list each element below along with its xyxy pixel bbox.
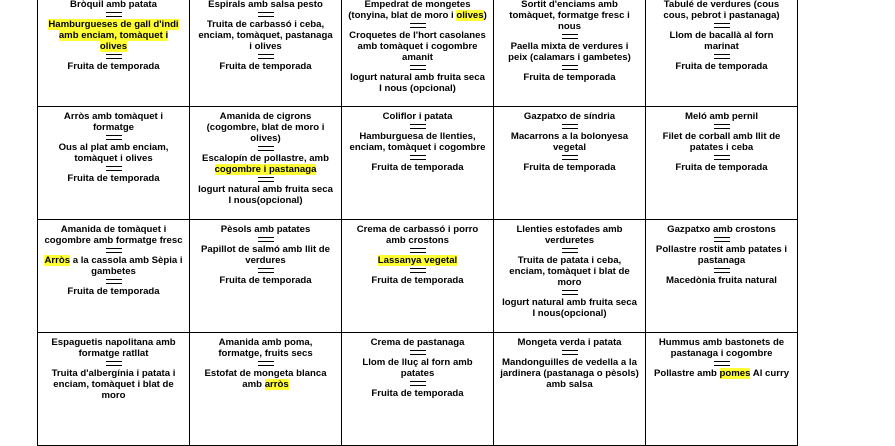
course-separator (258, 361, 274, 366)
dish-text: Pollastre rostit amb patates i pastanaga (655, 244, 788, 266)
dish-text: Mandonguilles de vedella a la jardinera (pastanaga o pèsols) amb salsa (500, 357, 639, 390)
day-cell (342, 107, 494, 220)
dish-name (44, 19, 183, 52)
highlighted-text: Hamburgueses de gall d'indi amb enciam, tomàquet i olives (48, 19, 179, 52)
dish-name (348, 162, 487, 173)
day-cell (494, 107, 646, 220)
course-separator (106, 248, 122, 253)
dish-text: Fruita de temporada (371, 388, 464, 399)
dish-text: Ous al plat amb enciam, tomàquet i olives (58, 142, 169, 164)
dish-text: Pollastre amb (653, 368, 720, 379)
highlighted-text: pomes (719, 368, 751, 379)
dish-name (196, 184, 335, 206)
dish-name (44, 368, 183, 401)
dish-text: Amanida de tomàquet i cogombre amb formatge fresc (44, 224, 183, 246)
dish-name (44, 337, 183, 359)
dish-name (348, 30, 487, 63)
day-cell (38, 107, 190, 220)
dish-name (44, 61, 183, 72)
dish-text: Macedònia fruita natural (666, 275, 777, 286)
dish-name (500, 162, 639, 173)
dish-text: Meló amb pernil (684, 111, 759, 122)
day-cell (190, 107, 342, 220)
dish-text: Fruita de temporada (219, 61, 312, 72)
dish-name (196, 19, 335, 52)
dish-text: Hummus amb bastonets de pastanaga i cogombre (658, 337, 785, 359)
course-separator (106, 361, 122, 366)
dish-text: Hamburguesa de llenties, enciam, tomàquet i cogombre (349, 131, 486, 153)
dish-text: Iogurt natural amb fruita seca I nous(opcional) (502, 297, 637, 319)
dish-text: Truita d'albergínia i patata i enciam, tomàquet i blat de moro (51, 368, 176, 401)
day-cell (38, 0, 190, 107)
course-separator (258, 12, 274, 17)
dish-text: Iogurt natural amb fruita seca I nous (opcional) (350, 72, 485, 94)
dish-name (196, 337, 335, 359)
dish-text: Llenties estofades amb verduretes (516, 224, 623, 246)
dish-name (348, 224, 487, 246)
day-cell (190, 0, 342, 107)
course-separator (714, 237, 730, 242)
dish-name (196, 368, 335, 390)
day-cell (342, 220, 494, 333)
course-separator (562, 155, 578, 160)
dish-name (652, 30, 791, 52)
dish-name (500, 255, 639, 288)
highlighted-text: olives (456, 10, 484, 21)
dish-text: Llom de bacallà al forn marinat (669, 30, 774, 52)
dish-text: Fruita de temporada (67, 286, 160, 297)
course-separator (258, 177, 274, 182)
dish-name (348, 0, 487, 21)
course-separator (562, 350, 578, 355)
course-separator (410, 65, 426, 70)
day-cell (190, 333, 342, 446)
dish-text: Papillot de salmó amb llit de verdures (200, 244, 330, 266)
dish-name (500, 224, 639, 246)
course-separator (258, 237, 274, 242)
weekly-menu-table (37, 0, 798, 446)
dish-name (196, 275, 335, 286)
dish-text: Fruita de temporada (67, 61, 160, 72)
dish-name (44, 173, 183, 184)
dish-name (500, 297, 639, 319)
dish-text: Empedrat de mongetes (tonyina, blat de moro i (348, 0, 471, 21)
dish-text: Iogurt natural amb fruita seca I nous(opcional) (198, 184, 333, 206)
dish-name (652, 111, 791, 122)
dish-text: Macarrons a la bolonyesa vegetal (510, 131, 629, 153)
dish-name (500, 337, 639, 348)
course-separator (714, 268, 730, 273)
dish-text: Tabulé de verdures (cous cous, pebrot i pastanaga) (663, 0, 780, 21)
dish-text: Arròs amb tomàquet i formatge (63, 111, 164, 133)
dish-name (348, 388, 487, 399)
day-cell (190, 220, 342, 333)
course-separator (410, 124, 426, 129)
week-row (38, 0, 798, 107)
dish-text: Bròquil amb patata (70, 0, 157, 10)
week-row (38, 107, 798, 220)
dish-name (652, 337, 791, 359)
course-separator (562, 124, 578, 129)
dish-text: Llom de lluç al forn amb patates (362, 357, 473, 379)
dish-text: Escalopín de pollastre, amb (202, 153, 329, 164)
dish-name (196, 111, 335, 144)
dish-text: Estofat de mongeta blanca amb (204, 368, 327, 390)
course-separator (258, 146, 274, 151)
dish-text: Truita de patata i ceba, enciam, tomàquet i blat de moro (509, 255, 630, 288)
dish-text: Amanida de cigrons (cogombre, blat de moro i olives) (206, 111, 325, 144)
course-separator (410, 248, 426, 253)
week-row (38, 220, 798, 333)
highlighted-text: Lassanya vegetal (377, 255, 458, 266)
dish-name (500, 41, 639, 63)
highlighted-text: Arròs (44, 255, 71, 266)
dish-name (348, 255, 487, 266)
dish-text: Gazpatxo de síndria (523, 111, 616, 122)
dish-name (196, 61, 335, 72)
dish-text: Fruita de temporada (675, 61, 768, 72)
dish-text: Fruita de temporada (523, 162, 616, 173)
day-cell (38, 220, 190, 333)
dish-name (44, 111, 183, 133)
course-separator (714, 54, 730, 59)
dish-text: Mongeta verda i patata (517, 337, 622, 348)
dish-name (348, 72, 487, 94)
dish-name (44, 142, 183, 164)
day-cell (494, 333, 646, 446)
dish-name (500, 111, 639, 122)
dish-name (652, 61, 791, 72)
dish-name (652, 131, 791, 153)
dish-text: Fruita de temporada (371, 275, 464, 286)
course-separator (714, 361, 730, 366)
dish-text: Fruita de temporada (219, 275, 312, 286)
dish-name (196, 244, 335, 266)
course-separator (106, 12, 122, 17)
day-cell (342, 0, 494, 107)
dish-name (348, 357, 487, 379)
course-separator (410, 381, 426, 386)
dish-text: a la cassola amb Sèpia i gambetes (70, 255, 183, 277)
dish-text: Croquetes de l'hort casolanes amb tomàquet i cogombre amanit (349, 30, 486, 63)
dish-name (44, 224, 183, 246)
highlighted-text: arròs (264, 379, 289, 390)
dish-text: Al curry (750, 368, 790, 379)
dish-name (500, 357, 639, 390)
course-separator (562, 290, 578, 295)
dish-name (500, 131, 639, 153)
dish-text: Filet de corball amb llit de patates i ceba (662, 131, 781, 153)
day-cell (646, 0, 798, 107)
course-separator (714, 23, 730, 28)
day-cell (646, 220, 798, 333)
course-separator (714, 124, 730, 129)
course-separator (410, 155, 426, 160)
dish-text: Sortit d'enciams amb tomàquet, formatge fresc i nous (509, 0, 630, 32)
day-cell (38, 333, 190, 446)
day-cell (646, 333, 798, 446)
dish-text: Crema de pastanaga (370, 337, 465, 348)
dish-name (44, 286, 183, 297)
dish-name (652, 224, 791, 235)
dish-name (348, 111, 487, 122)
dish-name (500, 72, 639, 83)
dish-text: Espirals amb salsa pesto (208, 0, 323, 10)
course-separator (258, 54, 274, 59)
day-cell (646, 107, 798, 220)
dish-name (196, 153, 335, 175)
dish-name (348, 131, 487, 153)
course-separator (562, 34, 578, 39)
dish-text: Pèsols amb patates (220, 224, 311, 235)
dish-name (196, 224, 335, 235)
course-separator (410, 23, 426, 28)
course-separator (106, 54, 122, 59)
dish-text: Fruita de temporada (67, 173, 160, 184)
dish-text: Amanida amb poma, formatge, fruits secs (218, 337, 313, 359)
course-separator (258, 268, 274, 273)
course-separator (714, 155, 730, 160)
week-row (38, 333, 798, 446)
dish-name (196, 0, 335, 10)
course-separator (410, 268, 426, 273)
dish-text: Fruita de temporada (371, 162, 464, 173)
dish-text: Coliflor i patata (382, 111, 453, 122)
dish-name (652, 275, 791, 286)
dish-text: Fruita de temporada (523, 72, 616, 83)
dish-text: Espaguetis napolitana amb formatge ratllat (51, 337, 176, 359)
dish-text: Fruita de temporada (675, 162, 768, 173)
dish-name (652, 162, 791, 173)
dish-name (348, 337, 487, 348)
dish-name (652, 368, 791, 379)
dish-name (348, 275, 487, 286)
dish-text: Gazpatxo amb crostons (667, 224, 776, 235)
course-separator (562, 65, 578, 70)
dish-name (500, 0, 639, 32)
dish-name (652, 244, 791, 266)
day-cell (494, 0, 646, 107)
highlighted-text: cogombre i pastanaga (214, 164, 317, 175)
dish-text: Crema de carbassó i porro amb crostons (356, 224, 479, 246)
day-cell (342, 333, 494, 446)
dish-text: ) (483, 10, 487, 21)
dish-name (652, 0, 791, 21)
course-separator (410, 350, 426, 355)
dish-text: Truita de carbassó i ceba, enciam, tomàquet, pastanaga i olives (198, 19, 333, 52)
day-cell (494, 220, 646, 333)
course-separator (106, 135, 122, 140)
course-separator (106, 279, 122, 284)
dish-name (44, 0, 183, 10)
course-separator (562, 248, 578, 253)
dish-text: Paella mixta de verdures i peix (calamars i gambetes) (508, 41, 631, 63)
dish-name (44, 255, 183, 277)
course-separator (106, 166, 122, 171)
